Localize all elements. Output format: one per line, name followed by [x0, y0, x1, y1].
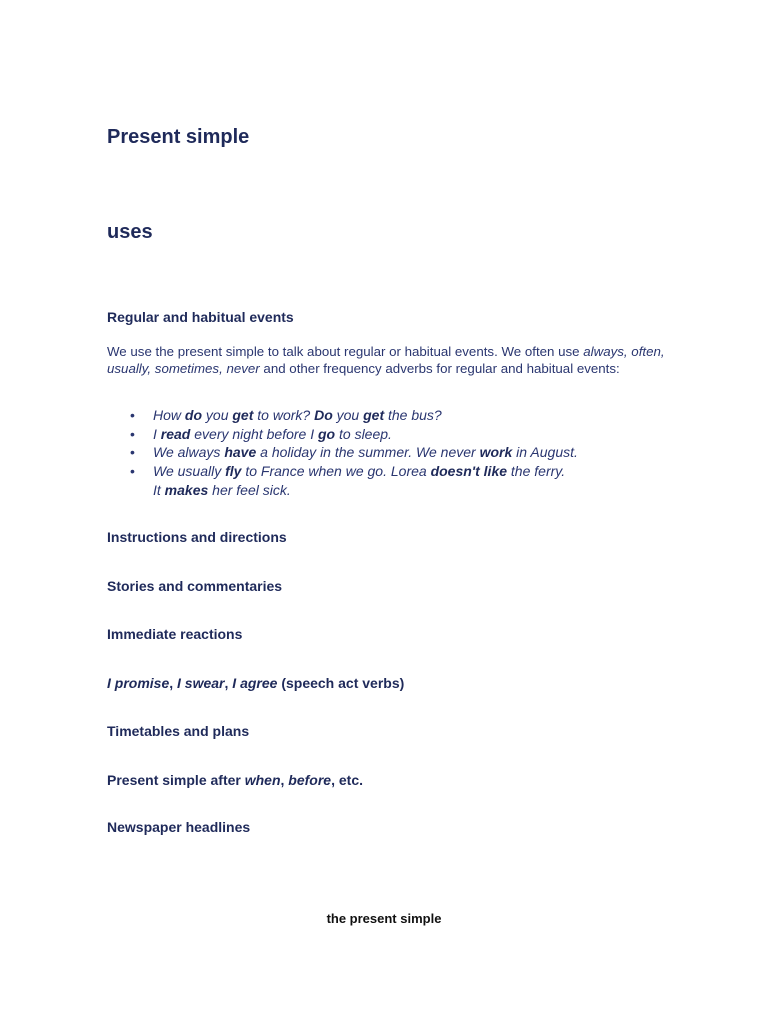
example-verb: doesn't like: [430, 463, 508, 480]
example-verb: work: [479, 444, 513, 461]
example-text: It: [153, 481, 165, 498]
speech-act-verb: I swear: [177, 675, 225, 691]
page-title: Present simple: [107, 126, 250, 148]
example-text: every night before I: [190, 425, 318, 442]
page-footer: the present simple: [326, 911, 442, 926]
after-when-tail: , etc.: [331, 772, 363, 788]
example-verb: fly: [225, 463, 242, 480]
after-when-prefix: Present simple after: [107, 772, 245, 788]
example-verb: Do: [314, 407, 333, 423]
example-list: [107, 406, 667, 500]
section-heading-speech-act: [107, 675, 404, 691]
example-verb: makes: [164, 481, 209, 498]
speech-act-verb: I agree: [232, 675, 278, 691]
example-text: the ferry.: [507, 463, 566, 480]
speech-act-verb: I promise: [107, 675, 170, 691]
example-text: We usually: [153, 463, 226, 480]
conjunction: when: [244, 772, 281, 788]
section-heading-after-when: [107, 772, 363, 788]
intro-adverbs: always, often, usually, sometimes, never: [107, 344, 665, 376]
section-heading-headlines: Newspaper headlines: [107, 819, 251, 835]
speech-act-tail: (speech act verbs): [277, 675, 405, 691]
example-verb: read: [160, 425, 191, 442]
intro-text-2: and other frequency adverbs for regular and habitual events:: [259, 361, 620, 376]
separator: ,: [224, 675, 233, 691]
separator: ,: [280, 772, 289, 788]
section-heading-timetables: Timetables and plans: [107, 723, 250, 739]
bullet-icon: •: [130, 444, 135, 461]
example-text: We always: [153, 444, 225, 461]
page-subtitle: uses: [107, 221, 153, 243]
example-item: [107, 406, 667, 425]
section-heading-stories: Stories and commentaries: [107, 578, 283, 594]
conjunction: before: [288, 772, 332, 788]
section-heading-regular-events: Regular and habitual events: [107, 309, 294, 325]
example-item: [107, 443, 667, 462]
example-text: a holiday in the summer. We never: [256, 444, 480, 461]
example-text: you: [202, 407, 233, 423]
example-text: you: [332, 407, 364, 423]
example-verb: have: [224, 444, 257, 461]
example-text: the bus?: [384, 407, 442, 423]
intro-paragraph: [107, 343, 667, 377]
example-item: [107, 462, 667, 499]
example-text: How: [153, 407, 185, 423]
example-text: her feel sick.: [208, 481, 291, 498]
bullet-icon: •: [130, 463, 135, 480]
section-heading-instructions: Instructions and directions: [107, 529, 287, 545]
example-text: in August.: [512, 444, 578, 461]
example-text: to France when we go. Lorea: [241, 463, 431, 480]
example-verb: do: [184, 407, 203, 423]
example-verb: get: [363, 407, 385, 423]
bullet-icon: •: [130, 425, 135, 442]
example-text: to work?: [253, 407, 315, 423]
example-text: to sleep.: [335, 425, 392, 442]
example-verb: go: [318, 425, 336, 442]
bullet-icon: •: [130, 407, 135, 423]
section-heading-reactions: Immediate reactions: [107, 626, 243, 642]
example-verb: get: [232, 407, 254, 423]
example-item: [107, 425, 667, 444]
separator: ,: [169, 675, 178, 691]
intro-text-1: We use the present simple to talk about regular or habitual events. We often use: [107, 344, 584, 359]
example-text: I: [153, 425, 161, 442]
